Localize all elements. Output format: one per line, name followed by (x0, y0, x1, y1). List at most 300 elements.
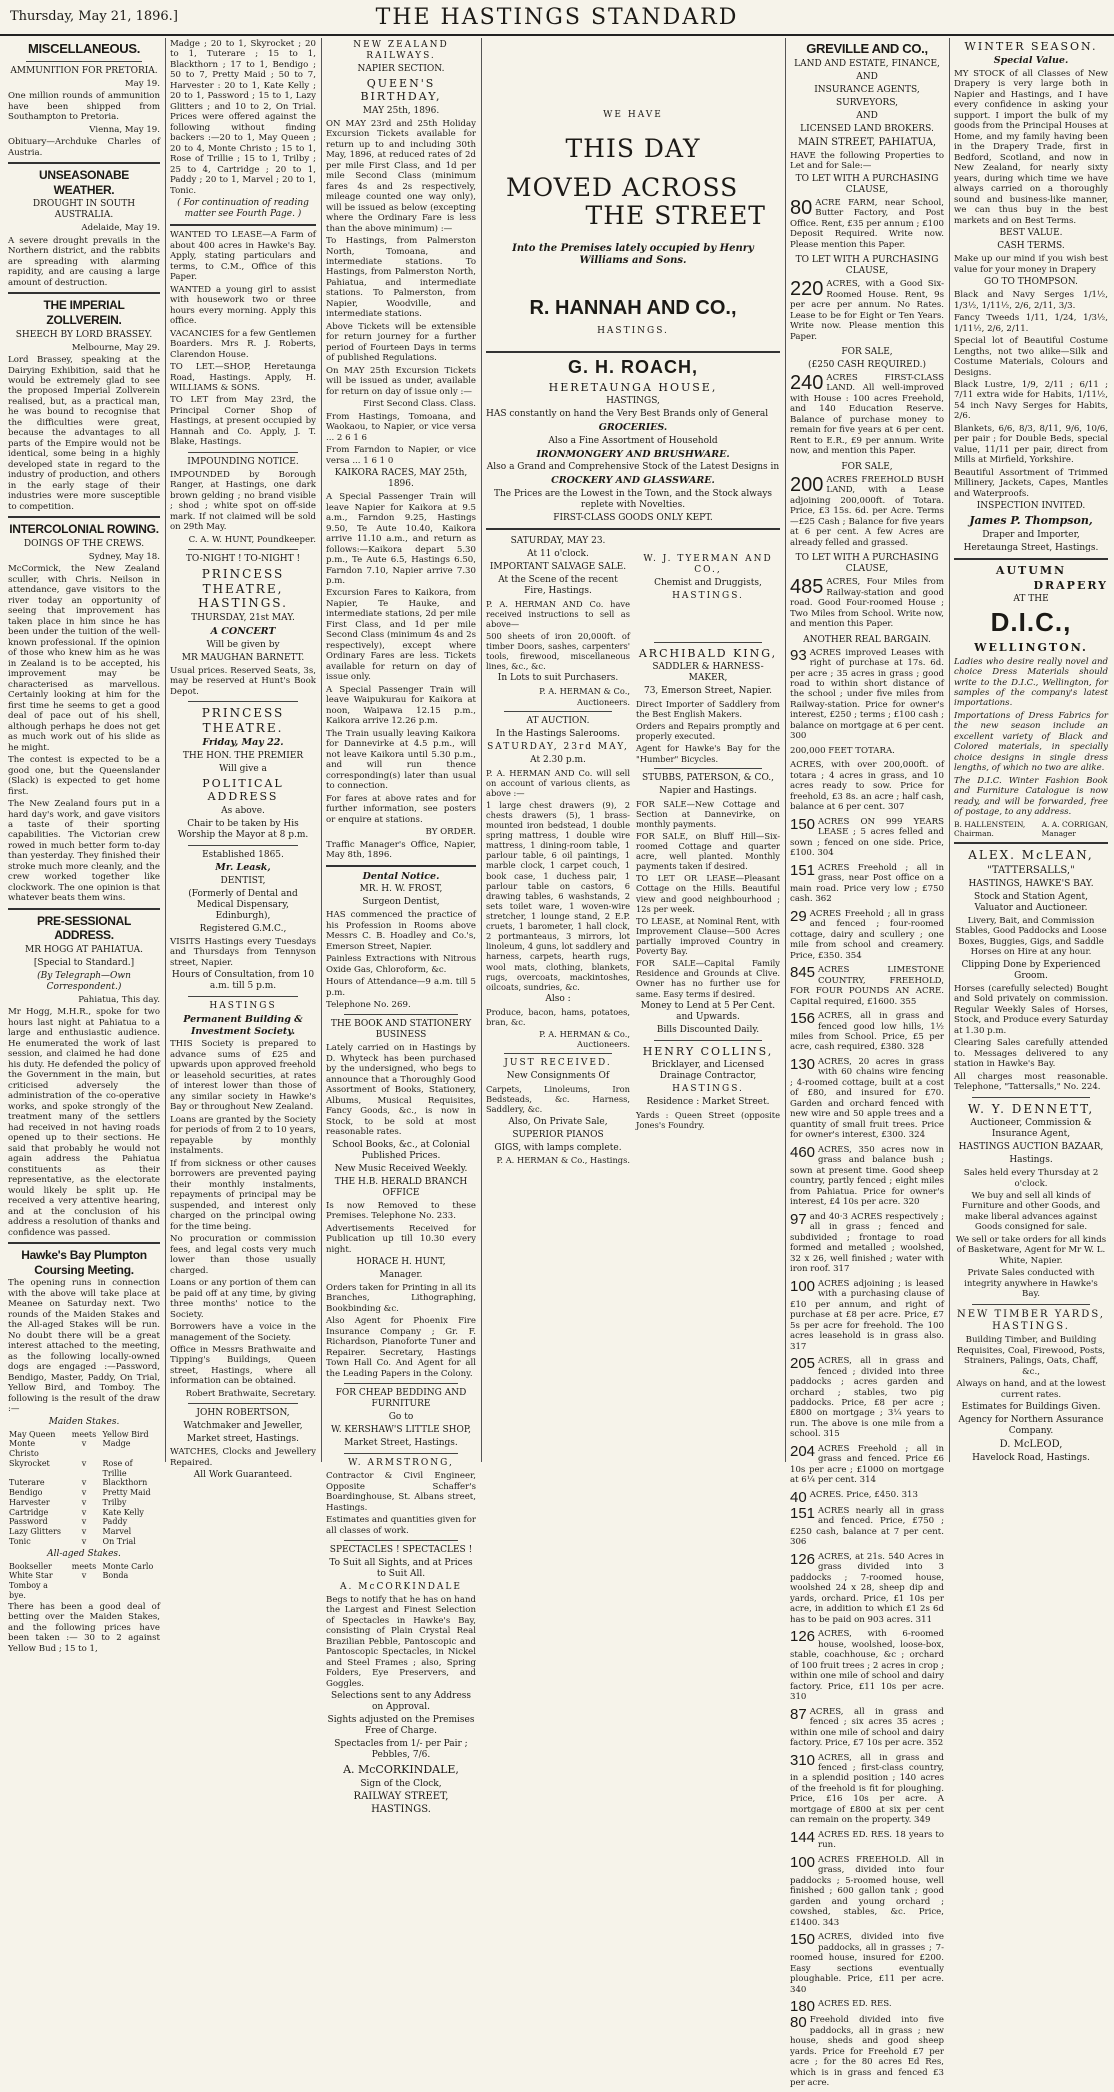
ad-heading: IMPORTANT SALVAGE SALE. (489, 561, 627, 572)
ad-line: HASTINGS. (672, 1083, 744, 1094)
listing-text: ACRES Freehold ; all in grass and fenced ; four-roomed cottage, dairy and scullery ; one mile from school and creamery. Price, £350. 354 (790, 908, 944, 961)
draw-cell: Paddy (102, 1517, 128, 1527)
draw-cell: Bonda (102, 1571, 129, 1581)
ad-line: TO LET WITH A PURCHASING CLAUSE, (795, 173, 939, 195)
ad-headline: THIS DAY (565, 133, 701, 163)
listing-text: ACRES, all in grass and fenced ; first-class country, in a splendid position ; 140 acres of the freehold is fit for ploughing. Price, £16 10s per acre. A mortgage of £800 at six per cent can remain on the property. 349 (790, 1752, 944, 1826)
ad-signature: P. A. HERMAN & Co., Hastings. (496, 1155, 630, 1166)
property-listing: 200 ACRES FREEHOLD BUSH LAND, with a Lease adjoining 200,000ft. of Totara. Price, £3 15s. 6d. per Acre. Terms—£25 Cash ; Balance for five years at 6 per cent. A few Acres are already felled and grassed. (790, 473, 944, 548)
draw-cell (66, 1581, 101, 1601)
property-listing (790, 817, 944, 859)
ad-headline: D.I.C., (990, 607, 1072, 638)
ad-text: HAS constantly on hand the Very Best Brands only of General (486, 409, 769, 420)
ad-line: INSPECTION INVITED. (976, 501, 1086, 512)
ad-line: FOR SALE, (841, 347, 893, 358)
property-listing: 485 ACRES, Four Miles from Railway-station and good road. Good Four-roomed House ; Two Miles from School. Write now, and mention this Paper. (790, 576, 944, 630)
property-listing (790, 1057, 944, 1141)
ad-line: HASTINGS, HAWKE'S BAY. (968, 878, 1094, 889)
ad-text: For fares at above rates and for further information, see posters or enquire at stations. (326, 793, 476, 825)
listing-text: ACRES LIMESTONE COUNTRY, FREEHOLD, FOR FOUR POUNDS AN ACRE. Capital required, £1600. 355 (790, 965, 944, 1007)
ad-line: SATURDAY, MAY 23. (510, 535, 606, 546)
newspaper-title: THE HASTINGS STANDARD (375, 5, 739, 30)
ad-line: HASTINGS. (672, 590, 744, 601)
ad-heading: W. ARMSTRONG, (348, 1458, 454, 1469)
property-listing (790, 2015, 944, 2088)
ad-text: P. A. HERMAN AND Co. will sell on account of various clients, as above :— (486, 767, 630, 798)
ad-heading: D. McLEOD, (999, 1439, 1063, 1451)
draw-cell: v (81, 1571, 87, 1581)
ad-headline: W. Y. DENNETT, (967, 1101, 1095, 1116)
draw-cell: v (81, 1478, 87, 1488)
ad-text: ON MAY 23rd and 25th Holiday Excursion Tickets available for return up to and including 30th May, 1896, at reduced rates of 2d per mile First Class, and 1d per mile Second Class (minimum fares 4s and 2s respectively, mileage counted one way only), will be issued as below (excepting where the Ordinary Fare is less than the above minimum) :— (326, 118, 476, 234)
draw-cell: Password (9, 1517, 48, 1527)
ad-headline: R. HANNAH AND CO., (529, 296, 737, 319)
ad-line: NAPIER SECTION. (357, 63, 445, 74)
property-listing (790, 1753, 944, 1826)
ad-line: Manager. (379, 1270, 423, 1280)
notice-text: IMPOUNDED by Borough Ranger, at Hastings, one dark brown gelding ; no brand visible ; shod ; white spot on off-side mark. If not claimed will be sold on 29th May. (170, 469, 316, 533)
ad-text: Blankets, 6/6, 8/3, 8/11, 9/6, 10/6, per pair ; for Double Beds, special value, 11/11 per pair, direct from Mills at Mirfield, Yorkshire. (954, 423, 1108, 466)
ad-line: HERETAUNGA HOUSE, (548, 380, 718, 394)
ad-line: MAIN STREET, PAHIATUA, (797, 136, 937, 148)
ad-line: HASTINGS (209, 1001, 277, 1012)
ad-line: Market street, Hastings. (186, 1434, 300, 1445)
draw-cell (102, 1581, 160, 1601)
ad-text: 500 sheets of iron 20,000ft. of timber Doors, sashes, carpenters' tools, firewood, miscellaneous lines, &c., &c. (486, 631, 630, 672)
ad-text: FOR SALE, on Bluff Hill—Six-roomed Cottage and quarter acre, well planted. Monthly payments taken if desired. (636, 830, 780, 872)
listing-text: 200,000 FEET TOTARA. (790, 745, 895, 756)
draw-cell: Bookseller (9, 1561, 52, 1571)
article-text: A severe drought prevails in the Northern district, and the rabbits are spreading with alarming rapidity, and are causing a large amount of destruction. (8, 235, 160, 288)
classified-ad: VACANCIES for a few Gentlemen Boarders. Mrs R. J. Roberts, Clarendon House. (170, 328, 316, 360)
ad-text: HAS commenced the practice of his Profession in Rooms above Messrs C. B. Hoadley and Co.'s, Emerson Street, Napier. (326, 910, 476, 952)
ad-text: Always on hand, and at the lowest current rates. (956, 1379, 1106, 1400)
classified-ad: WANTED TO LEASE—A Farm of about 400 acres in Hawke's Bay. Apply, stating particulars and terms, to C.M., Office of this Paper. (170, 230, 316, 283)
ad-text: Orders taken for Printing in all its Branches, Lithographing, Bookbinding &c. (326, 1282, 476, 1314)
acreage-number: 156 (790, 1010, 816, 1028)
property-listing (790, 648, 944, 742)
ad-line: AT THE (1013, 594, 1049, 605)
ad-text: P. A. HERMAN AND Co. have received instructions to sell as above— (486, 598, 630, 629)
acreage-number: 100 (790, 1277, 816, 1295)
ad-line: Estimates for Buildings Given. (961, 1402, 1101, 1413)
ad-text: All charges most reasonable. Telephone, "Tattersalls," No. 224. (954, 1071, 1108, 1093)
ad-line: To Suit all Sights, and at Prices to Suit All. (329, 1558, 473, 1579)
draw-cell: Bendigo (9, 1488, 43, 1498)
article-heading: INTERCOLONIAL ROWING. (9, 522, 159, 537)
ad-text: Usual prices. Reserved Seats, 3s, may be reserved at Hunt's Book Depot. (170, 665, 316, 697)
acreage-number: 460 (790, 1143, 816, 1161)
ad-line: Also : (545, 993, 571, 1004)
ad-text: Painless Extractions with Nitrous Oxide Gas, Chloroform, &c. (326, 954, 476, 975)
ad-line: New Music Received Weekly. (334, 1163, 468, 1174)
ad-line: SADDLER & HARNESS-MAKER, (652, 662, 764, 684)
acreage-number: 130 (790, 1055, 816, 1073)
draw-cell: White Star (9, 1571, 53, 1581)
ad-text: Orders and Repairs promptly and properly executed. (636, 721, 780, 742)
ad-line: THE HON. THE PREMIER (182, 750, 304, 761)
acreage-number: 80 (790, 2014, 807, 2032)
property-listing (790, 1488, 944, 1506)
ad-text: Lately carried on in Hastings by D. Whyteck has been purchased by the undersigned, who begs to announce that a Thoroughly Good Assortment of Books, Stationery, Albums, Musical Requisites, Fancy Goods, &c., is now in Stock, to be sold at most reasonable rates. (326, 1043, 476, 1138)
ad-line: CASH TERMS. (997, 241, 1065, 252)
draw-cell: meets (71, 1429, 97, 1439)
article-text: There has been a good deal of betting over the Maiden Stakes, and the following prices have been taken :— 30 to 2 against Yellow Bud ; 15 to 1, (8, 1601, 160, 1654)
ad-text: We sell or take orders for all kinds of Basketware, Agent for Mr W. L. White, Napier. (955, 1234, 1107, 1266)
ad-signature: P. A. HERMAN & Co., Auctioneers. (539, 1029, 630, 1050)
ad-heading: HENRY COLLINS, (642, 1044, 774, 1058)
property-listing (790, 1552, 944, 1625)
article-subheading: MR HOGG AT PAHIATUA. (24, 945, 143, 956)
ad-heading: QUEEN'S BIRTHDAY, (360, 76, 442, 104)
column-6 (950, 38, 1112, 1464)
draw-cell: Cartridge (9, 1507, 49, 1517)
draw-cell: Yellow Bird (102, 1429, 149, 1439)
property-listing (790, 746, 944, 756)
ad-line: IRONMONGERY AND BRUSHWARE. (536, 448, 730, 460)
fare-classes: First Second Class. Class. (363, 399, 476, 410)
draw-cell: v (81, 1527, 87, 1537)
ad-text: VISITS Hastings every Tuesdays and Thursdays from Tennyson street, Napier. (170, 936, 316, 968)
ad-heading: PRINCESS THEATRE, HASTINGS. (198, 567, 288, 611)
article-heading: PRE-SESSIONAL ADDRESS. (36, 913, 132, 943)
column-2 (166, 38, 320, 1481)
stakes-heading: Maiden Stakes. (48, 1416, 120, 1427)
listing-text: ACRES Freehold ; all in grass, near Post office on a main road. Price very low ; £750 cash. 362 (790, 862, 944, 905)
continuation-note: ( For continuation of reading matter see Fourth Page. ) (177, 198, 309, 220)
article-subheading: SHEECH BY LORD BRASSEY. (15, 329, 153, 340)
ad-text: Black and Navy Serges 1/1½, 1/3½, 1/11½, 2/6, 2/11, 3/3. (954, 290, 1108, 311)
ad-line: TO LET WITH A PURCHASING CLAUSE, (795, 553, 939, 575)
ad-text: Sales held every Thursday at 2 o'clock. (963, 1168, 1099, 1189)
ad-headline: ALEX. McLEAN, (968, 848, 1094, 863)
article-text: The opening runs in connection with the above will take place at Meanee on Saturday next. Two rounds of the Maiden Stakes and the All-aged Stakes will be run. No doubt there will be a great interest attached to the meeting, as the following locally-owned dogs are engaged :—Password, Bendigo, Master, Paddy, On Trial, Yellow Bird, and Tomboy. The following is the result of the draw :— (8, 1278, 160, 1415)
ad-text: Contractor & Civil Engineer, Opposite Schaffer's Boardinghouse, St. Albans street, Hastings. (326, 1471, 476, 1513)
ad-line: TO-NIGHT ! TO-NIGHT ! (185, 554, 301, 565)
ad-line: Bills Discounted Daily. (656, 1024, 760, 1035)
property-listing (790, 1279, 944, 1352)
ad-text: The Prices are the Lowest in the Town, and the Stock always replete with Novelties. (493, 488, 773, 510)
column-4 (482, 38, 784, 1460)
ad-line: Watchmaker and Jeweller, (183, 1421, 303, 1432)
fare-row: From Farndon to Napier, or vice versa ... 1 6 1 0 (326, 445, 476, 466)
acreage-number: 29 (790, 907, 807, 925)
acreage-number: 97 (790, 1210, 807, 1228)
ad-text: Black Lustre, 1/9, 2/11 ; 6/11 ; 7/11 extra wide for Habits, 1/11½, 54 inch Navy Serges for Habits, 2/6. (954, 380, 1108, 422)
ad-line: WE HAVE (603, 110, 663, 120)
ad-text: A Special Passenger Train will leave Napier for Kaikora at 9.5 a.m., Farndon 9.25, Hastings 9.50, Te Aute 10.40, Kaikora arrive 11.10 a.m., and return as follows:—Kaikora depart 5.30 p.m., Te Aute 6.5, Hastings 6.50, Farndon 7.10, Napier arrive 7.30 p.m. (326, 492, 476, 586)
ad-line: HASTINGS AUCTION BAZAAR, (958, 1142, 1104, 1153)
ad-text: Make up our mind if you wish best value for your money in Drapery (954, 254, 1108, 275)
property-listing: 80 ACRE FARM, near School, Butter Factory, and Post Office. Rent, £35 per annum ; £100 Deposit Required. Write now. Please mention this Paper. (790, 196, 944, 250)
ad-heading: A CONCERT (210, 626, 276, 638)
ad-line: In the Hastings Salerooms. (495, 728, 621, 739)
property-listing: 220 ACRES, with a Good Six-Roomed House. Rent, 9s per acre per annum. No Rates. Lease to be for Eight or Ten Years. Write now. Please mention this Paper. (790, 278, 944, 342)
acreage-number: 151 (790, 1504, 816, 1522)
listing-text: ACRES, 20 acres in grass with 60 chains wire fencing ; 4-roomed cottage, built at a cost of £80, and insured for £70. Garden and orchard fenced with new wire and 50 apple trees and a quantity of small fruit trees. Price for owner's interest, £300. 324 (790, 1056, 944, 1141)
draw-cell: Skyrocket (9, 1458, 50, 1468)
ad-line: GO TO THOMPSON. (984, 277, 1078, 288)
listing-text: ACRES ED. RES. 18 years to run. (818, 1829, 944, 1851)
ad-headline: GREVILLE AND CO., (806, 41, 928, 56)
ad-line: SURVEYORS, (835, 97, 899, 108)
draw-cell: Marvel (102, 1527, 132, 1537)
ad-line: Hours of Consultation, from 10 a.m. till 5 p.m. (171, 970, 315, 992)
draw-cell: May Queen (9, 1429, 56, 1439)
ad-line: Hastings. (1009, 1155, 1053, 1166)
ad-text: 1 large chest drawers (9), 2 chests drawers (5), 1 brass-mounted iron bedstead, 1 double spring mattress, 1 double wire mattress, 1 dining-room table, 1 parlour table, 6 oil paintings, 1 marble clock, 1 carpet couch, 1 book case, 1 duchess pair, 1 parlour table on castors, 6 drawing tables, 6 washstands, 2 sets toilet ware, 1 woven-wire stretcher, 1 lounge stand, 2 E.P. cruets, 1 barometer, 1 hall clock, 2 portmanteaus, 3 mirrors, lot linoleum, 4 guns, lot saddlery and harness, carpets, hearth rugs, wool mats, clothing, blankets, rugs, overcoats, mackintoshes, oilcoats, sundries, &c. (486, 799, 630, 992)
article-heading: UNSEASONABE WEATHER. (38, 168, 130, 197)
listing-text: ACRES, all in grass and fenced ; six acres 35 acres ; within one mile of school and dairy factory. Price, £7 10s per acre. 352 (790, 1706, 944, 1749)
ad-text: If from sickness or other causes borrowers are prevented paying their monthly instalments, repayments of principal may be suspended, and interest only charged on the principal owing for the time being. (170, 1158, 316, 1232)
article-heading: THE IMPERIAL ZOLLVEREIN. (43, 298, 125, 327)
ad-line: Market Street, Hastings. (344, 1438, 458, 1449)
article-text: The contest is expected to be a good one, but the Queenslander (Slack) is expected to get home first. (8, 755, 160, 797)
ad-line: SUPERIOR PIANOS (512, 1129, 604, 1140)
ad-headline: AUTUMN (995, 563, 1067, 577)
property-listing (790, 1011, 944, 1053)
draw-cell: Tuterare (9, 1478, 45, 1488)
ad-headline: MOVED ACROSS (506, 172, 739, 202)
ad-text: Direct Importer of Saddlery from the Best English Makers. (636, 699, 780, 720)
draw-cell: v (81, 1517, 87, 1527)
ad-line: Money to Lend at 5 Per Cent. and Upwards. (640, 1000, 776, 1022)
ad-heading: JUST RECEIVED. (504, 1058, 612, 1069)
ad-line: At 2.30 p.m. (530, 754, 586, 765)
draw-cell: v (81, 1497, 87, 1507)
ad-text: Special lot of Beautiful Costume Lengths, not two alike—Silk and Costume Materials, Colours and Designs. (954, 336, 1108, 378)
ad-line: Napier and Hastings. (659, 785, 757, 796)
ad-text: Clearing Sales carefully attended to. Messages delivered to any station in Hawke's Bay. (954, 1038, 1108, 1070)
ad-text: HAVE the following Properties to Let and for Sale:— (790, 150, 944, 172)
property-listing: 240 ACRES FIRST-CLASS LAND. All well-improved with House : 100 acres Freehold, and 140 Education Reserve. Balance of purchase money to remain for five years at 6 per cent. Rent to E.R., £9 per annum. Write now, and mention this Paper. (790, 371, 944, 457)
draw-cell: v (81, 1507, 87, 1517)
draw-cell: Blackthorn (102, 1478, 148, 1488)
ad-text: Excursion Fares to Kaikora, from Napier, Te Hauke, and intermediate stations, 2d per mile First Class, and 1d per mile Second Class (minimum 4s and 2s respectively), except where Ordinary Fares are less. Tickets available for return on day of issue only. (326, 588, 476, 683)
draw-cell: v (81, 1536, 87, 1546)
ad-line: As above. (221, 805, 265, 816)
ad-text: Building Timber, and Building Requisites, Coal, Firewood, Posts, Strainers, Palings, Oats, Chaff, &c., (956, 1335, 1106, 1377)
ad-line: MAY 25th, 1896. (362, 105, 440, 116)
ad-heading: A. McCORKINDALE (340, 1581, 462, 1592)
ad-heading: THE H.B. HERALD BRANCH OFFICE (334, 1176, 468, 1198)
ad-line: Sights adjusted on the Premises Free of Charge. (327, 1715, 475, 1737)
ad-heading: RAILWAY STREET, HASTINGS. (353, 1791, 449, 1815)
ad-text: We buy and sell all kinds of Furniture and other Goods, and make liberal advances against Goods consigned for sale. (961, 1191, 1101, 1233)
ad-line: AND (856, 71, 878, 82)
draw-cell: Tomboy a bye. (9, 1581, 48, 1600)
listing-text: ACRES, with over 200,000ft. of totara ; 4 acres in grass, and 10 acres ready to sow. Price for freehold, £3 8s. an acre ; half cash, balance at 6 per cent. 307 (790, 760, 944, 813)
ad-text: Agent for Hawke's Bay for the "Humber" Bicycles. (636, 743, 780, 764)
article-text: The New Zealand fours put in a hard day's work, and gave visitors a taste of their sporting capabilities. The Victorian crew rowed in much better form to-day than yesterday. They finished their stroke much more cleanly, and the crew worked together like clockwork. The one opinion is that whatever beats them wins. (8, 799, 160, 904)
fare-row: From Hastings, Tomoana, and Waokaou, to Napier, or vice versa ... 2 6 1 6 (326, 411, 476, 443)
ad-text: Office in Messrs Brathwaite and Tipping's Buildings, Queen street, Hastings, where all information can be obtained. (170, 1344, 316, 1387)
draw-cell: Tonic (9, 1536, 31, 1546)
draw-cell: Rose of Trillie (102, 1458, 133, 1478)
classified-ad: TO LET.—SHOP, Heretaunga Road, Hastings. Apply, H. WILLIAMS & SONS. (170, 362, 316, 393)
ad-line: School Books, &c., at Colonial Published Prices. (332, 1139, 470, 1161)
ad-text: Ladies who desire really novel and choice Dress Materials should write to the D.I.C., Wellington, for samples of the company's latest importations. (954, 656, 1108, 709)
ad-line: Registered G.M.C., (199, 923, 287, 934)
ad-text: No procuration or commission fees, and legal costs very much lower than those usually charged. (170, 1234, 316, 1276)
ad-line: LICENSED LAND BROKERS. (800, 123, 934, 134)
ad-headline: WELLINGTON. (974, 641, 1088, 655)
acreage-number: 150 (790, 1931, 816, 1949)
ad-text: Begs to notify that he has on hand the Largest and Finest Selection of Spectacles in Hawke's Bay, consisting of Plain Crystal Real Brazilian Pebble, Pantoscopic and Pantoscopic Spectacles, in Nickel and Steel Frames ; also, Spring Folders, Eye Preservers, and Goggles. (326, 1594, 476, 1689)
ad-line: Clipping Done by Experienced Groom. (961, 959, 1101, 981)
ad-headline: NEW TIMBER YARDS, HASTINGS. (957, 1308, 1105, 1333)
listing-text: and 40·3 ACRES respectively ; all in grass ; fenced and subdivided ; frontage to road formed and metalled ; woolshed, 32 x 26, well finished ; water with iron roof. 317 (790, 1211, 944, 1275)
ad-heading: A. McCORKINDALE, (343, 1763, 459, 1777)
ad-heading: NEW ZEALAND RAILWAYS. (353, 40, 449, 61)
acreage-number: 205 (790, 1355, 816, 1373)
ad-text: The D.I.C. Winter Fashion Book and Furniture Catalogue is now ready, and will be forwarded, free of postage, to any address. (954, 775, 1108, 818)
article-text: One million rounds of ammunition have been shipped from Southampton to Pretoria. (8, 91, 160, 123)
draw-cell: Monte Christo (9, 1439, 39, 1459)
column-1 (4, 38, 164, 1654)
ad-line: W. KERSHAW'S LITTLE SHOP, (331, 1425, 471, 1436)
ad-headline: THE STREET (585, 201, 766, 231)
ad-heading: SPECTACLES ! SPECTACLES ! (329, 1545, 473, 1556)
ad-text: Loans are granted by the Society for periods of from 2 to 10 years, repayable by monthly instalments. (170, 1114, 316, 1157)
listing-text: ACRES, at 21s. 540 Acres in grass divided into 3 paddocks ; 7-roomed house, woolshed 24 x 28, sheep dip and yards, orchard. Price, £1 10s per acre, in addition to which £1 2s 6d has to be paid on 903 acres. 311 (790, 1551, 944, 1625)
article-heading: AMMUNITION FOR PRETORIA. (10, 65, 158, 76)
ad-line: Friday, May 22. (202, 737, 284, 749)
article-heading: Hawke's Bay Plumpton Coursing Meeting. (21, 1248, 147, 1277)
ad-text: TO LEASE, at Nominal Rent, with Improvement Clause—500 Acres partially improved Country in Poverty Bay. (636, 915, 780, 957)
ad-heading: STUBBS, PATERSON, & CO., (641, 772, 775, 783)
column-5 (786, 38, 948, 2089)
property-listing (790, 1356, 944, 1440)
ad-line: 73, Emerson Street, Napier. (643, 686, 773, 697)
article-subheading: DROUGHT IN SOUTH AUSTRALIA. (32, 199, 136, 221)
ad-line: ANOTHER REAL BARGAIN. (803, 634, 931, 645)
ad-text: Also Agent for Phoenix Fire Insurance Company ; Gr. F. Richardson, Pianoforte Tuner and Repairer. Secretary, Hastings Town Hall Co. And Agent for all the Leading Papers in the Colony. (326, 1316, 476, 1379)
acreage-number: 126 (790, 1628, 816, 1646)
acreage-number: 93 (790, 646, 807, 664)
issue-date: Thursday, May 21, 1896.] (10, 9, 178, 24)
property-listing (790, 909, 944, 961)
ad-text: Private Sales conducted with integrity anywhere in Hawke's Bay. (964, 1268, 1098, 1300)
ad-text: Yards : Queen Street (opposite Jones's Foundry. (636, 1109, 780, 1130)
ad-text: Estimates and quantities given for all classes of work. (326, 1515, 476, 1536)
ad-line: Established 1865. (202, 849, 284, 860)
listing-text: ACRES, 350 acres now in grass and balance bush ; sown at present time. Good sheep country, partly fenced ; eight miles from Pahiatua. Price for owner's interest, £4 10s per acre. 320 (790, 1144, 944, 1208)
ad-line: HASTINGS. (597, 325, 669, 336)
property-listing (790, 1932, 944, 1995)
draw-cell: Trilby (102, 1497, 127, 1507)
ad-signature: BY ORDER. (425, 827, 476, 838)
ad-line: Will be given by (206, 639, 280, 650)
ad-heading: AT AUCTION. (526, 715, 590, 726)
acreage-number: 151 (790, 861, 816, 879)
ad-line: At the Scene of the recent Fire, Hastings. (498, 574, 618, 596)
ad-line: Selections sent to any Address on Approval. (330, 1691, 472, 1713)
ad-line: Residence : Market Street. (646, 1096, 770, 1107)
acreage-number: 100 (790, 1853, 816, 1871)
notice-signature: C. A. W. HUNT, Poundkeeper. (188, 534, 316, 545)
acreage-number: 87 (790, 1705, 807, 1723)
ad-line: MR. H. W. FROST, (359, 884, 443, 895)
ad-line: Telephone No. 269. (326, 999, 411, 1010)
ad-text: Fancy Tweeds 1/11, 1/24, 1/3½, 1/11½, 2/6, 2/11. (954, 313, 1108, 334)
article-text: Madge ; 20 to 1, Skyrocket ; 20 to 1, Tuterare ; 15 to 1, Blackthorn ; 17 to 1, Bendigo ; 50 to 7, Pretty Maid ; 50 to 7, Harvester : 20 to 1, Kate Kelly ; 20 to 1, Password ; 15 to 1, Lazy Glitters ; and 10 to 2, On Trial. Prices were offered against the following without finding backers :—20 to 1, May Queen ; 20 to 4, Monte Christo ; 15 to 1, Rose of Trillie ; 15 to 1, Trilby ; 25 to 4, Cartridge ; 20 to 1, Paddy ; 20 to 1, Marvel ; 20 to 1, Tonic. (170, 39, 316, 196)
acreage-number: 144 (790, 1828, 816, 1846)
ad-heading: James P. Thompson, (969, 514, 1093, 528)
ad-text: Hours of Attendance—9 a.m. till 5 p.m. (326, 977, 476, 998)
ad-text: FOR SALE—New Cottage and Section at Dannevirke, on monthly payments. (636, 798, 780, 829)
draw-cell: Pretty Maid (102, 1488, 151, 1498)
property-listing (790, 1629, 944, 1702)
ad-text: Is now Removed to these Premises. Telephone No. 233. (326, 1200, 476, 1222)
draw-table (8, 1430, 160, 1547)
ad-line: Heretaunga Street, Hastings. (963, 542, 1099, 553)
classified-ad: WANTED a young girl to assist with housework two or three hours every morning. Apply this office. (170, 284, 316, 327)
dateline: Vienna, May 19. (89, 124, 160, 135)
ad-line: THURSDAY, 21st MAY. (191, 613, 295, 624)
draw-cell: On Trial (102, 1536, 136, 1546)
auction-column (486, 534, 630, 1168)
ad-text: Loans or any portion of them can be paid off at any time, by giving three months' notice to the Society. (170, 1278, 316, 1320)
ad-text: MY STOCK of all Classes of New Drapery is very large both in Napier and Hastings, and I have every confidence in asking your support. I import the bulk of my goods from the Principal Houses at Home, and my family having been in the Drapery Trade, first in Bedford, Scotland, and now in New Zealand, for nearly sixty years, during which time we have always carried on a thoroughly sound and business-like manner, we can thus buy in the best markets and on Best Terms. (954, 68, 1108, 226)
ad-line: GIGS, with lamps complete. (494, 1142, 622, 1153)
listing-text: ACRES nearly all in grass and fenced. Price, £750 ; £250 cash, balance at 7 per cent. 306 (790, 1505, 944, 1548)
dateline: May 19. (124, 78, 160, 89)
ad-line: GROCERIES. (598, 422, 668, 434)
telegraph-note: (By Telegraph—Own Correspondent.) (37, 971, 131, 993)
listing-text: ACRES ON 999 YEARS LEASE ; 5 acres felled and sown ; fenced on one side. Price, £100. 304 (790, 816, 944, 859)
ad-line: Chair to be taken by His Worship the Mayor at 8 p.m. (177, 818, 309, 840)
draw-cell: v (81, 1488, 87, 1498)
dateline: Adelaide, May 19. (81, 223, 160, 234)
ad-line: TO LET WITH A PURCHASING CLAUSE, (795, 255, 939, 277)
ad-heading: FOR CHEAP BEDDING AND FURNITURE (335, 1388, 467, 1410)
article-text: Mr Hogg, M.H.R., spoke for two hours last night at Pahiatua to a large and enthusiastic audience. He enumerated the work of last session, and claimed he had done his duty. He defended the policy of the Government in the main, but criticised adversely the administration of the co-operative works, and spoke strongly of the treatment many of the settlers had received in not having roads opened up to their sections. He said that probably he would not again address the Pahiatua constituents as their representative, as the electorate would likely be split up. He received a very attentive hearing, and at the conclusion of his address a resolution of thanks and confidence was passed. (8, 1007, 160, 1238)
draw-cell: meets (71, 1561, 97, 1571)
ad-line: DENTIST, (220, 876, 266, 887)
draw-cell: Kate Kelly (102, 1507, 144, 1517)
ad-text: The Train usually leaving Kaikora for Dannevirke at 4.5 p.m., will not leave Kaikora until 5.30 p.m., and will run thence corresponding(s) later than usual to connection. (326, 728, 476, 792)
draw-cell: v (81, 1439, 87, 1449)
ad-text: THIS Society is prepared to advance sums of £25 and upwards upon approved freehold or leasehold securities, at rates of interest lower than those of any similar society in Hawke's Bay or throughout New Zealand. (170, 1039, 316, 1113)
ad-heading: Permanent Building & Investment Society. (183, 1014, 303, 1037)
article-subheading: DOINGS OF THE CREWS. (23, 538, 145, 549)
article-text: Obituary—Archduke Charles of Austria. (8, 137, 160, 158)
ad-line: In Lots to suit Purchasers. (497, 673, 619, 684)
property-listing (790, 1707, 944, 1749)
property-list (790, 648, 944, 2092)
ad-signature: P. A. HERMAN & Co., Auctioneers. (539, 686, 630, 707)
dateline: Melbourne, May 29. (71, 342, 160, 353)
section-heading: MISCELLANEOUS. (27, 41, 141, 56)
ad-headline: DRAPERY (1033, 579, 1108, 593)
ad-line: Bricklayer, and Licensed Drainage Contractor, (651, 1060, 765, 1081)
ad-line: Traffic Manager's Office, Napier, May 8th, 1896. (326, 839, 476, 861)
ad-line: BEST VALUE. (999, 228, 1063, 239)
listing-text: ACRES adjoining ; is leased with a purchasing clause of £10 per annum, and right of purchase at £8 per acre. Price, £7 5s per acre for freehold. The 100 acres leasehold is in grass also. 317 (790, 1278, 944, 1352)
ad-text: Livery, Bait, and Commission Stables, Good Paddocks and Loose Boxes, Buggies, Gigs, and Saddle Horses on Hire at any hour. (955, 915, 1107, 958)
listing-text: Freehold divided into five paddocks, all in grass ; new house, sheds and good sheep yards. Price for Freehold £7 per acre ; for the 80 acres Ed Res, which is in grass and fenced £3 per acre. (790, 2015, 944, 2089)
ad-line: MR MAUGHAN BARNETT. (181, 652, 305, 663)
acreage-number: 204 (790, 1442, 816, 1460)
ad-line: SATURDAY, 23rd MAY, (487, 741, 629, 752)
property-listing (790, 760, 944, 812)
ad-line: Auctioneer, Commission & Insurance Agent, (970, 1118, 1092, 1140)
ad-text: To Hastings, from Palmerston North, Tomoana, and intermediate stations. To Hastings, from Palmerston North, Pahiatua, and intermediate stations. To Palmerston, from Napier, Woodville, and intermediate stations. (326, 236, 476, 320)
ad-text: Produce, bacon, hams, potatoes, bran, &c. (486, 1006, 630, 1027)
ad-line: Also a Grand and Comprehensive Stock of the Latest Designs in (486, 462, 780, 473)
ad-heading: W. J. TYERMAN AND CO., (643, 553, 773, 575)
